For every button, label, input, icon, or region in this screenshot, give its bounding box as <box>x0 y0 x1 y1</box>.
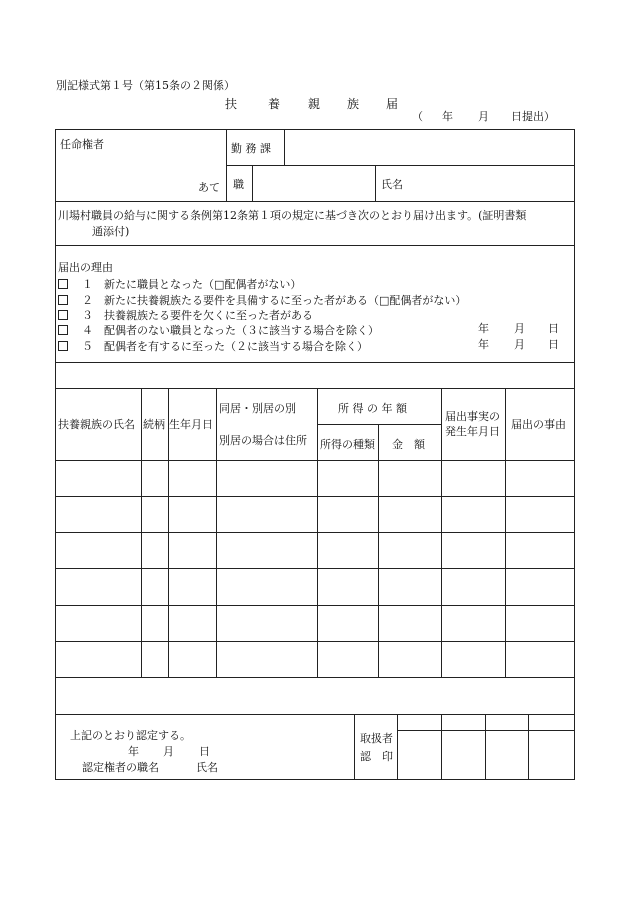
reason-item[interactable] <box>58 292 466 308</box>
ate-label: あて <box>198 181 220 194</box>
divider <box>226 165 575 166</box>
name-field[interactable] <box>410 170 570 196</box>
reason-number: ４ <box>82 324 93 337</box>
table-row <box>55 605 575 606</box>
col-header-income-type: 所得の種類 <box>320 438 375 451</box>
table-col-line <box>317 388 318 678</box>
divider <box>375 165 376 201</box>
reason-item[interactable] <box>58 276 301 292</box>
col-header-name: 扶養親族の氏名 <box>58 418 135 431</box>
handler-label-line-1: 取扱者 <box>360 732 393 745</box>
checkbox[interactable] <box>58 325 68 335</box>
reason-item[interactable] <box>58 338 368 354</box>
table-row <box>55 677 575 678</box>
checkbox[interactable] <box>58 279 68 289</box>
position-label: 職 <box>233 178 244 191</box>
divider <box>397 714 398 780</box>
reason-item[interactable] <box>58 322 379 338</box>
divider <box>354 714 355 780</box>
seal-grid-line <box>397 730 575 731</box>
form-number: 別記様式第１号（第15条の２関係） <box>56 79 235 92</box>
certify-text: 上記のとおり認定する。 <box>70 729 191 742</box>
reason-4-date-month: 月 <box>514 322 525 335</box>
divider <box>284 129 285 165</box>
col-header-income: 所 得 の 年 額 <box>338 402 407 415</box>
reason-item[interactable] <box>58 307 313 323</box>
col-header-income-amount: 金 額 <box>392 438 425 451</box>
reason-5-date-day: 日 <box>548 338 559 351</box>
work-section-field[interactable] <box>290 142 570 160</box>
reason-5-date-year: 年 <box>478 338 489 351</box>
reason-number: ３ <box>82 309 93 322</box>
submit-date-month: 月 <box>478 110 489 123</box>
submit-date-paren: （ <box>412 110 423 123</box>
handler-label-line-2: 認 印 <box>360 750 393 763</box>
table-col-line <box>441 388 442 678</box>
certifier-title-label: 認定権者の職名 <box>82 761 159 774</box>
divider <box>55 245 575 246</box>
seal-grid-line <box>441 714 442 780</box>
table-col-line <box>216 388 217 678</box>
table-sub-header-line <box>317 424 441 425</box>
form-title-char-4: 族 <box>347 97 360 111</box>
reason-text: 新たに扶養親族たる要件を具備するに至った者がある（□配偶者がない） <box>104 294 467 307</box>
form-frame <box>55 129 575 780</box>
statement-line-2: 通添付) <box>92 225 130 238</box>
reason-number: １ <box>82 278 93 291</box>
reason-number: ５ <box>82 340 93 353</box>
reasons-heading: 届出の理由 <box>58 261 113 274</box>
divider <box>55 388 575 389</box>
reason-4-date-day: 日 <box>548 322 559 335</box>
table-col-line <box>505 388 506 678</box>
certifier-name-label: 氏名 <box>196 761 218 774</box>
form-title-char-1: 扶 <box>225 97 238 111</box>
form-title-char-5: 届 <box>386 97 399 111</box>
checkbox[interactable] <box>58 295 68 305</box>
certify-year: 年 <box>128 745 139 758</box>
submit-date-day: 日提出） <box>511 110 555 123</box>
name-label: 氏名 <box>381 178 403 191</box>
divider <box>252 165 253 201</box>
table-row <box>55 641 575 642</box>
appointing-authority-label: 任命権者 <box>60 138 104 151</box>
seal-grid-line <box>485 714 486 780</box>
divider <box>55 201 575 202</box>
seal-grid-line <box>528 714 529 780</box>
certify-month: 月 <box>163 745 174 758</box>
form-title-char-3: 親 <box>308 97 321 111</box>
divider <box>55 714 575 715</box>
certify-day: 日 <box>199 745 210 758</box>
reason-4-date-year: 年 <box>478 322 489 335</box>
reason-number: ２ <box>82 294 93 307</box>
statement-line-1: 川場村職員の給与に関する条例第12条第１項の規定に基づき次のとおり届け出ます。(証明書類 <box>58 209 527 222</box>
col-header-cohab-line-1: 同居・別居の別 <box>219 402 296 415</box>
reason-text: 配偶者を有するに至った（２に該当する場合を除く） <box>104 340 368 353</box>
table-row <box>55 568 575 569</box>
col-header-birth: 生年月日 <box>169 418 213 431</box>
work-section-label: 勤 務 課 <box>231 142 271 155</box>
table-row <box>55 532 575 533</box>
reason-5-date-month: 月 <box>514 338 525 351</box>
reason-text: 新たに職員となった（□配偶者がない） <box>104 278 302 291</box>
col-header-cohab-line-2: 別居の場合は住所 <box>219 434 307 447</box>
table-col-line <box>378 424 379 678</box>
checkbox[interactable] <box>58 341 68 351</box>
submit-date-year: 年 <box>442 110 453 123</box>
reason-text: 配偶者のない職員となった（３に該当する場合を除く） <box>104 324 379 337</box>
table-row <box>55 496 575 497</box>
position-field[interactable] <box>258 170 370 196</box>
reason-text: 扶養親族たる要件を欠くに至った者がある <box>104 309 313 322</box>
checkbox[interactable] <box>58 310 68 320</box>
col-header-relation: 続柄 <box>143 418 165 431</box>
divider <box>55 362 575 363</box>
col-header-reason: 届出の事由 <box>511 418 566 431</box>
form-title-char-2: 養 <box>268 97 281 111</box>
col-header-occur-line-1: 届出事実の <box>445 410 500 423</box>
table-col-line <box>141 388 142 678</box>
table-row <box>55 460 575 461</box>
col-header-occur-line-2: 発生年月日 <box>445 425 500 438</box>
